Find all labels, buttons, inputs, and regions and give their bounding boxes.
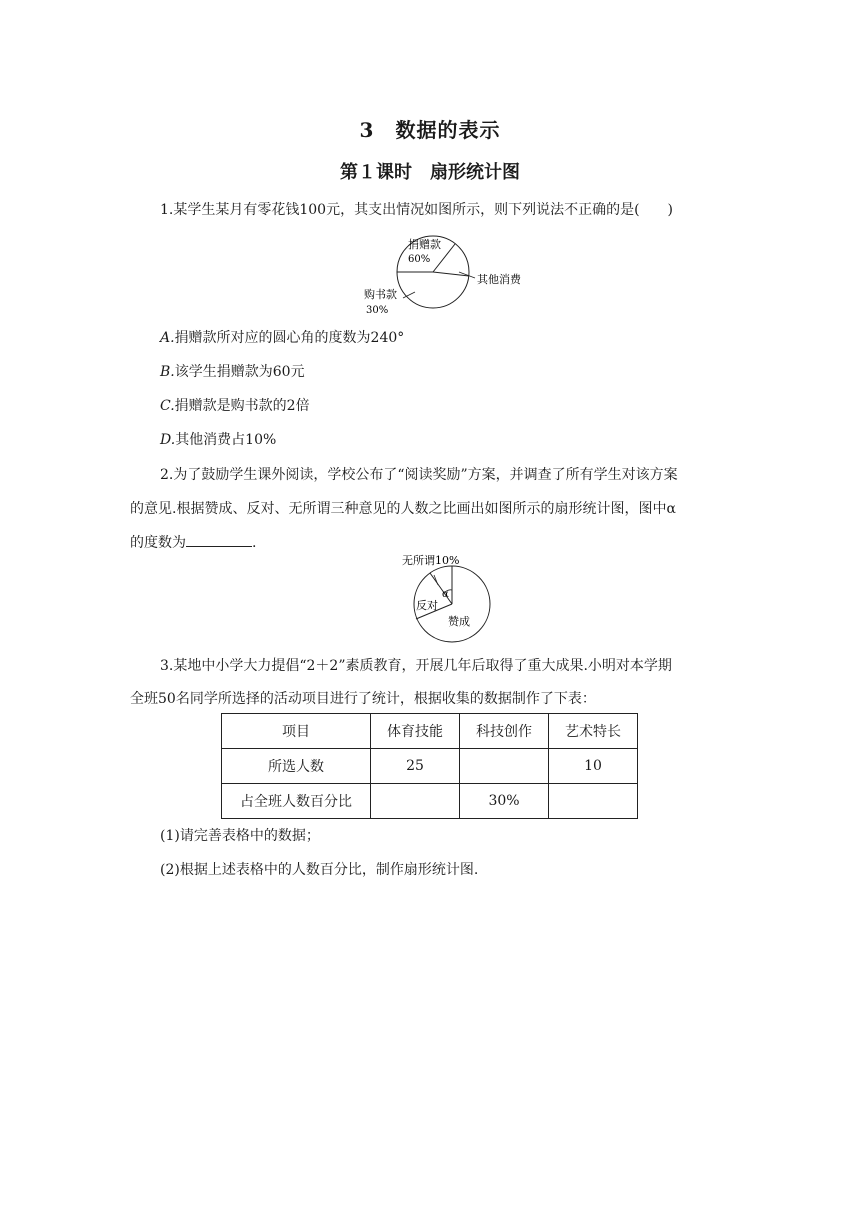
page-subtitle: 第１课时 扇形统计图 <box>340 162 520 183</box>
label-oppose: 反对 <box>416 599 438 612</box>
question-1-pie-figure <box>360 228 540 320</box>
label-books: 购书款 <box>364 288 397 301</box>
option-c: C.捐赠款是购书款的2倍 <box>160 398 310 414</box>
table-row <box>222 749 638 784</box>
table-cell: 30% <box>460 784 549 819</box>
table-cell: 占全班人数百分比 <box>222 784 371 819</box>
option-d: D.其他消费占10% <box>160 432 277 448</box>
label-other: 其他消费 <box>477 273 521 286</box>
table-header-cell: 科技创作 <box>460 714 549 749</box>
question-2-line-3: 的度数为 . <box>130 532 256 553</box>
label-books-pct: 30% <box>366 305 389 316</box>
label-donate: 捐赠款 <box>408 238 441 251</box>
table-cell[interactable] <box>371 784 460 819</box>
table-header-cell: 艺术特长 <box>549 714 638 749</box>
table-header-row <box>222 714 638 749</box>
question-3-sub-2: (2)根据上述表格中的人数百分比，制作扇形统计图. <box>160 862 479 878</box>
question-2-line-1: 2.为了鼓励学生课外阅读，学校公布了“阅读奖励”方案，并调查了所有学生对该方案 <box>160 467 678 483</box>
table-cell[interactable] <box>460 749 549 784</box>
question-2-line-2: 的意见.根据赞成、反对、无所谓三种意见的人数之比画出如图所示的扇形统计图，图中α <box>130 501 676 517</box>
table-cell: 25 <box>371 749 460 784</box>
question-3-line-2: 全班50名同学所选择的活动项目进行了统计，根据收集的数据制作了下表： <box>130 691 596 707</box>
answer-blank[interactable] <box>186 532 252 547</box>
table-cell: 所选人数 <box>222 749 371 784</box>
table-header-cell: 项目 <box>222 714 371 749</box>
label-alpha: α <box>442 589 449 600</box>
label-donate-pct: 60% <box>408 254 431 265</box>
question-3-line-1: 3.某地中小学大力提倡“2＋2”素质教育，开展几年后取得了重大成果.小明对本学期 <box>160 658 672 674</box>
activity-table <box>221 713 638 819</box>
table-cell: 10 <box>549 749 638 784</box>
table-row <box>222 784 638 819</box>
question-2-pie-figure <box>400 551 500 651</box>
table-header-cell: 体育技能 <box>371 714 460 749</box>
page-title: 3 数据的表示 <box>359 118 501 142</box>
question-1-stem: 1.某学生某月有零花钱100元，其支出情况如图所示，则下列说法不正确的是( ) <box>160 202 674 218</box>
label-indifferent: 无所谓10% <box>402 554 460 567</box>
label-approve: 赞成 <box>448 615 470 628</box>
question-3-sub-1: (1)请完善表格中的数据； <box>160 828 320 844</box>
option-b: B.该学生捐赠款为60元 <box>160 364 305 380</box>
option-a: A.捐赠款所对应的圆心角的度数为240° <box>160 330 405 346</box>
table-cell[interactable] <box>549 784 638 819</box>
